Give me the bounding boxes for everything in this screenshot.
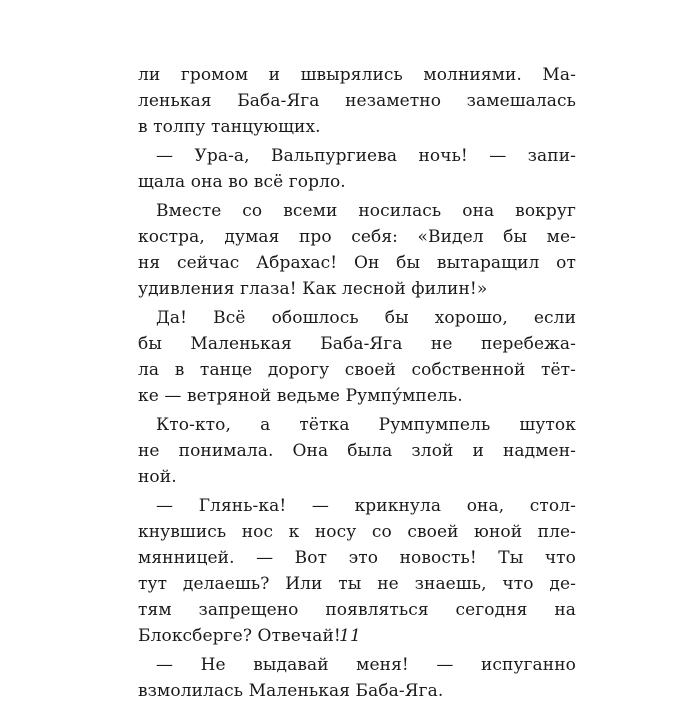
text-line: тут делаешь? Или ты не знаешь, что де- bbox=[138, 574, 576, 594]
text-line: взмолилась Маленькая Баба-Яга. bbox=[138, 681, 444, 701]
text-line: в толпу танцующих. bbox=[138, 117, 321, 137]
text-line: мянницей. — Вот это новость! Ты что bbox=[138, 548, 576, 568]
text-line: кнувшись нос к носу со своей юной пле- bbox=[138, 522, 576, 542]
text-line: не понимала. Она была злой и надмен- bbox=[138, 441, 576, 461]
text-line: ленькая Баба-Яга незаметно замешалась bbox=[138, 91, 576, 111]
text-line: Блоксберге? Отвечай! bbox=[138, 626, 341, 646]
text-line: бы Маленькая Баба-Яга не перебежа- bbox=[138, 334, 576, 354]
text-line: — Ура-а, Вальпургиева ночь! — запи- bbox=[156, 146, 576, 166]
text-line: тям запрещено появляться сегодня на bbox=[138, 600, 576, 620]
text-line: ли громом и швырялись молниями. Ма- bbox=[138, 65, 576, 85]
text-line: Да! Всё обошлось бы хорошо, если bbox=[156, 308, 576, 328]
text-line: Вместе со всеми носилась она вокруг bbox=[156, 201, 576, 221]
text-line: — Не выдавай меня! — испуганно bbox=[156, 655, 576, 675]
text-line: ла в танце дорогу своей собственной тёт- bbox=[138, 360, 576, 380]
text-line: Кто-кто, а тётка Румпумпель шуток bbox=[156, 415, 576, 435]
page-number: 11 bbox=[339, 626, 361, 646]
text-line: ке — ветряной ведьме Румпу́мпель. bbox=[138, 386, 463, 406]
text-line: удивления глаза! Как лесной филин!» bbox=[138, 279, 488, 299]
text-line: щала она во всё горло. bbox=[138, 172, 346, 192]
text-line: костра, думая про себя: «Видел бы ме- bbox=[138, 227, 576, 247]
text-line: ня сейчас Абрахас! Он бы вытаращил от bbox=[138, 253, 576, 273]
text-line: ной. bbox=[138, 467, 177, 487]
text-line: — Глянь-ка! — крикнула она, стол- bbox=[156, 496, 576, 516]
